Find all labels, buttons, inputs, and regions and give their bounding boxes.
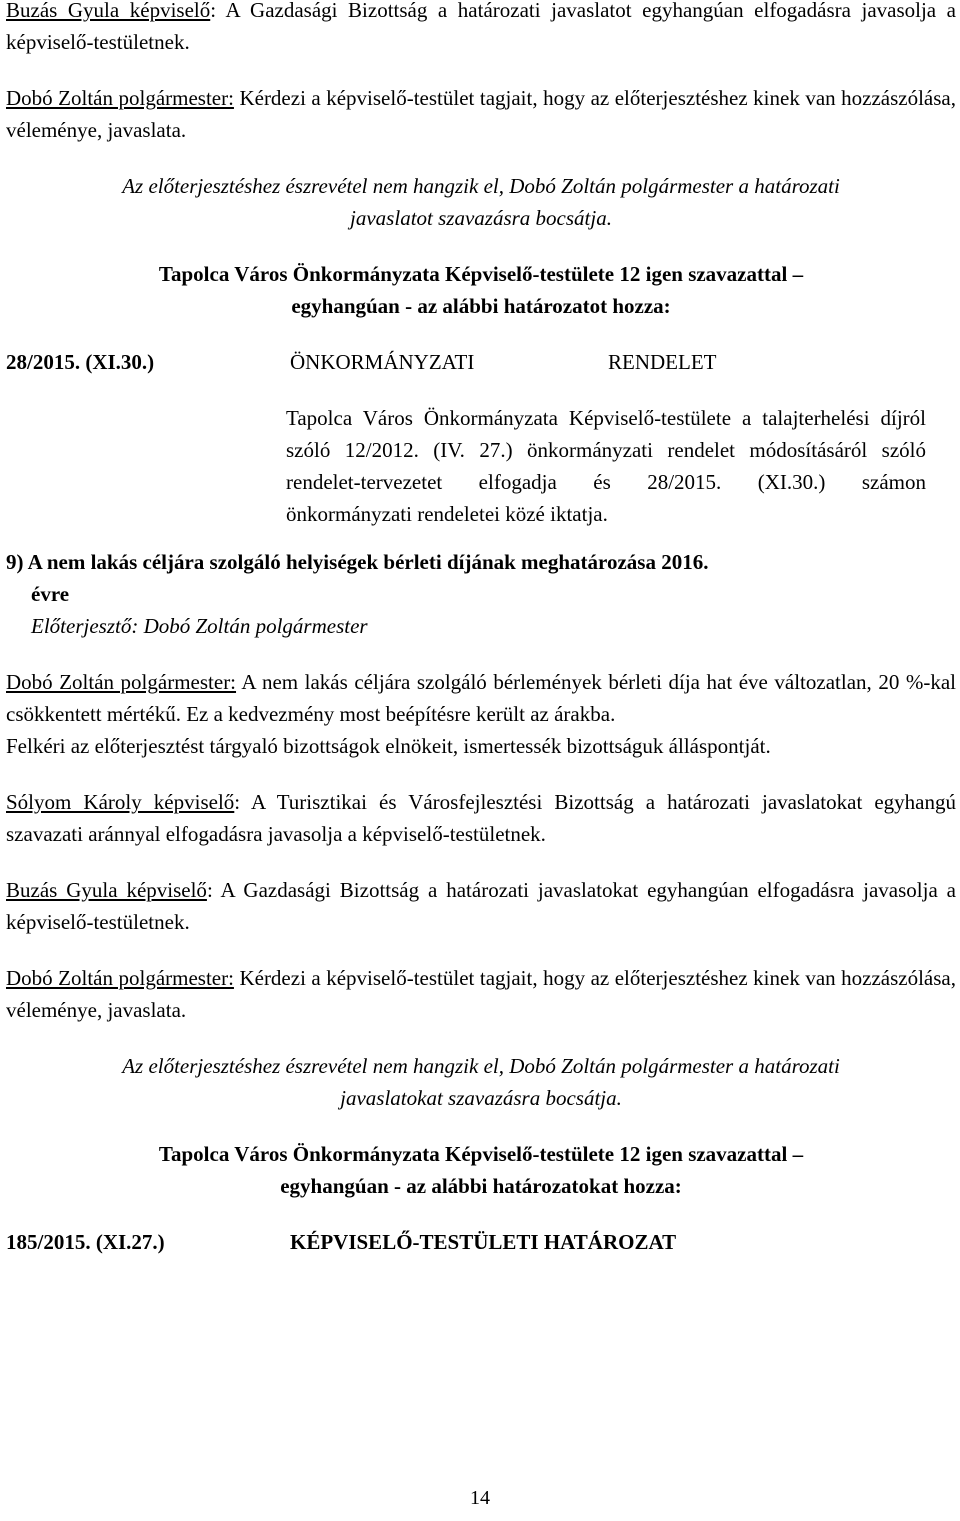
agenda-item-title-cont: évre xyxy=(31,582,70,606)
statement-text: : A Gazdasági Bizottság a határozati javaslatot egyhangúan elfogadásra javasolja a képviselő-testületnek. xyxy=(6,0,957,54)
statement-text: Felkéri az előterjesztést tárgyaló bizottságok elnökeit, ismertessék bizottságuk álláspontját. xyxy=(6,734,771,758)
paragraph-dobo-3 xyxy=(6,962,956,1026)
paragraph-dobo-2 xyxy=(6,666,956,730)
vote-intro-note xyxy=(6,170,956,234)
speaker-name: Buzás Gyula képviselő xyxy=(6,0,211,22)
paragraph-dobo-1 xyxy=(6,82,956,146)
statement-text: A nem lakás céljára szolgáló bérlemények bérleti díja hat éve változatlan, 20 %-kal csökkentett mértékű. Ez a kedvezmény most beépítésre került az árakba. xyxy=(6,670,956,726)
vote-line: egyhangúan - az alábbi határozatot hozza: xyxy=(291,294,671,318)
resolution-heading-2 xyxy=(6,1226,956,1258)
resolution-heading xyxy=(6,346,956,378)
resolution-kind xyxy=(290,346,716,378)
agenda-item-9 xyxy=(6,546,956,610)
vote-line: Tapolca Város Önkormányzata Képviselő-testülete 12 igen szavazattal – xyxy=(158,262,804,286)
resolution-kind: KÉPVISELŐ-TESTÜLETI HATÁROZAT xyxy=(290,1230,677,1254)
speaker-name: Dobó Zoltán polgármester: xyxy=(6,670,237,694)
note-line: javaslatokat szavazásra bocsátja. xyxy=(340,1086,622,1110)
speaker-name: Dobó Zoltán polgármester: xyxy=(6,86,234,110)
resolution-body xyxy=(286,402,926,530)
statement-text: Kérdezi a képviselő-testület tagjait, hogy az előterjesztéshez kinek van hozzászólása, véleménye, javaslata. xyxy=(6,966,956,1022)
resolution-kind-word: RENDELET xyxy=(608,350,717,374)
resolution-text: Tapolca Város Önkormányzata Képviselő-testülete a talajterhelési díjról szóló 12/2012. (IV. 27.) önkormányzati rendelet módosításáról szóló rendelet-tervezetet elfogadja és 28/2015. (XI.30.) számon xyxy=(286,406,926,494)
note-line: Az előterjesztéshez észrevétel nem hangzik el, Dobó Zoltán polgármester a határozati xyxy=(122,174,840,198)
document-page xyxy=(6,0,956,1258)
resolution-kind-word: ÖNKORMÁNYZATI xyxy=(290,350,475,374)
paragraph-buzas-2 xyxy=(6,874,956,938)
resolution-number: 185/2015. (XI.27.) xyxy=(6,1230,165,1254)
statement-text: Kérdezi a képviselő-testület tagjait, hogy az előterjesztéshez kinek van hozzászólása, véleménye, javaslata. xyxy=(6,86,956,142)
statement-text: : A Turisztikai és Városfejlesztési Bizottság a határozati javaslatokat egyhangú szavazati aránnyal elfogadásra javasolja a képviselő-testületnek. xyxy=(6,790,956,846)
vote-intro-note-2 xyxy=(6,1050,956,1114)
speaker-name: Sólyom Károly képviselő xyxy=(6,790,235,814)
paragraph-solyom xyxy=(6,786,956,850)
presenter-line: Előterjesztő: Dobó Zoltán polgármester xyxy=(31,614,368,638)
note-line: Az előterjesztéshez észrevétel nem hangzik el, Dobó Zoltán polgármester a határozati xyxy=(122,1054,840,1078)
speaker-name: Dobó Zoltán polgármester: xyxy=(6,966,234,990)
paragraph-request xyxy=(6,730,956,762)
vote-line: egyhangúan - az alábbi határozatokat hozza: xyxy=(280,1174,682,1198)
vote-line: Tapolca Város Önkormányzata Képviselő-testülete 12 igen szavazattal – xyxy=(158,1142,804,1166)
note-line: javaslatot szavazásra bocsátja. xyxy=(350,206,612,230)
resolution-text-end: önkormányzati rendeletei közé iktatja. xyxy=(286,502,608,526)
statement-text: : A Gazdasági Bizottság a határozati javaslatokat egyhangúan elfogadásra javasolja a képviselő-testületnek. xyxy=(6,878,957,934)
vote-result-2 xyxy=(6,1138,956,1202)
resolution-number: 28/2015. (XI.30.) xyxy=(6,350,155,374)
speaker-name: Buzás Gyula képviselő xyxy=(6,878,207,902)
paragraph-buzas-1 xyxy=(6,0,956,58)
agenda-item-title: 9) A nem lakás céljára szolgáló helyiségek bérleti díjának meghatározása 2016. xyxy=(6,550,709,574)
page-number: 14 xyxy=(470,1487,490,1509)
vote-result xyxy=(6,258,956,322)
